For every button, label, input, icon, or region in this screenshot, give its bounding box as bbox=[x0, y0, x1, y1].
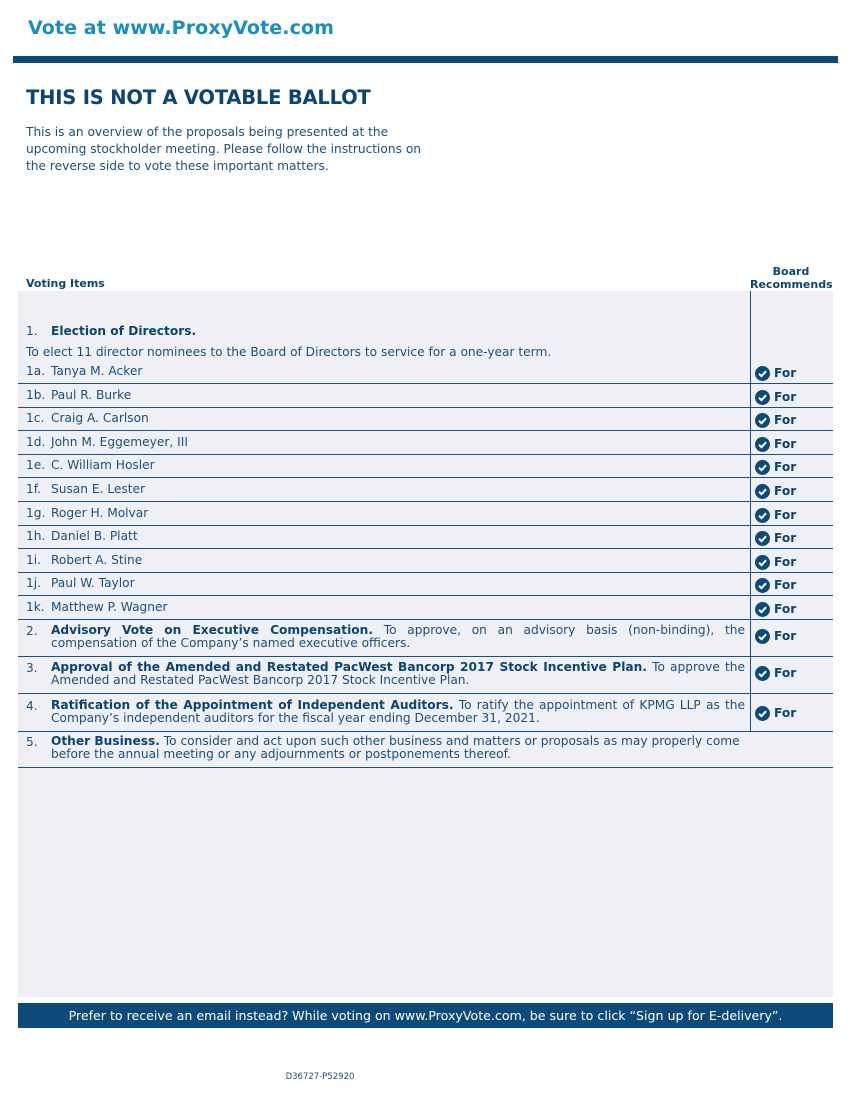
proposal-title: Other Business. bbox=[51, 734, 160, 748]
recommendation-label: For bbox=[774, 555, 797, 569]
nominee-id: 1c. bbox=[26, 411, 45, 425]
check-circle-icon bbox=[755, 666, 770, 681]
document-code: D36727-P52920 bbox=[285, 1072, 355, 1082]
proposal-number: 4. bbox=[26, 699, 38, 713]
nominee-id: 1h. bbox=[26, 529, 46, 543]
board-recommendation bbox=[755, 705, 796, 721]
proposal-text bbox=[51, 624, 745, 650]
check-circle-icon bbox=[755, 366, 770, 381]
proxyvote-link[interactable]: Vote at www.ProxyVote.com bbox=[28, 17, 334, 39]
header-rule bbox=[13, 56, 838, 63]
check-circle-icon bbox=[755, 508, 770, 523]
board-recommendation bbox=[755, 436, 796, 452]
proposal-title: Advisory Vote on Executive Compensation. bbox=[51, 623, 373, 637]
recommendation-label: For bbox=[774, 578, 797, 592]
board-recommendation bbox=[755, 665, 796, 681]
row-divider bbox=[18, 525, 833, 526]
intro-line: the reverse side to vote these important matters. bbox=[26, 159, 329, 173]
recommendation-label: For bbox=[774, 706, 797, 720]
check-circle-icon bbox=[755, 629, 770, 644]
recommendation-label: For bbox=[774, 366, 797, 380]
page-title: THIS IS NOT A VOTABLE BALLOT bbox=[26, 86, 371, 109]
check-circle-icon bbox=[755, 460, 770, 475]
board-recommendation bbox=[755, 507, 796, 523]
voting-items-header: Voting Items bbox=[26, 277, 105, 290]
nominee-name: Craig A. Carlson bbox=[51, 411, 149, 425]
check-circle-icon bbox=[755, 437, 770, 452]
nominee-name: Paul W. Taylor bbox=[51, 576, 135, 590]
check-circle-icon bbox=[755, 413, 770, 428]
board-recommendation bbox=[755, 483, 796, 499]
board-recommendation bbox=[755, 389, 796, 405]
row-divider bbox=[18, 407, 833, 408]
proposal-number: 5. bbox=[26, 735, 38, 749]
nominee-id: 1a. bbox=[26, 364, 46, 378]
row-divider bbox=[18, 595, 833, 596]
recommendation-label: For bbox=[774, 413, 797, 427]
intro-text bbox=[26, 124, 426, 175]
column-divider bbox=[750, 291, 751, 731]
board-recommendation bbox=[755, 628, 796, 644]
recommendation-label: For bbox=[774, 460, 797, 474]
proposal-text bbox=[51, 661, 745, 687]
board-header-line2: Recommends bbox=[750, 278, 833, 291]
row-divider bbox=[18, 572, 833, 573]
proposal-number: 2. bbox=[26, 624, 38, 638]
recommendation-label: For bbox=[774, 437, 797, 451]
recommendation-label: For bbox=[774, 531, 797, 545]
nominee-id: 1j. bbox=[26, 576, 42, 590]
proposal-description: To elect 11 director nominees to the Board of Directors to service for a one-year term. bbox=[26, 345, 552, 359]
proposal-text bbox=[51, 699, 745, 725]
row-divider bbox=[18, 731, 833, 732]
proposal-title: Election of Directors. bbox=[51, 324, 197, 338]
nominee-id: 1e. bbox=[26, 458, 46, 472]
board-recommendation bbox=[755, 412, 796, 428]
intro-line: This is an overview of the proposals being presented at the bbox=[26, 125, 389, 139]
board-recommendation bbox=[755, 577, 796, 593]
proposal-title: Ratification of the Appointment of Independent Auditors. bbox=[51, 698, 454, 712]
board-recommendation bbox=[755, 554, 796, 570]
nominee-name: Daniel B. Platt bbox=[51, 529, 138, 543]
check-circle-icon bbox=[755, 531, 770, 546]
row-divider bbox=[18, 454, 833, 455]
nominee-id: 1i. bbox=[26, 553, 42, 567]
board-recommendation bbox=[755, 365, 796, 381]
check-circle-icon bbox=[755, 390, 770, 405]
nominee-id: 1k. bbox=[26, 600, 45, 614]
nominee-name: John M. Eggemeyer, III bbox=[51, 435, 188, 449]
board-recommendation bbox=[755, 530, 796, 546]
recommendation-label: For bbox=[774, 629, 797, 643]
board-recommendation bbox=[755, 601, 796, 617]
proposal-body: To approve the Amended and Restated PacWest Bancorp 2017 Stock Incentive Plan. bbox=[51, 660, 745, 687]
nominee-name: C. William Hosler bbox=[51, 458, 155, 472]
check-circle-icon bbox=[755, 706, 770, 721]
recommendation-label: For bbox=[774, 484, 797, 498]
check-circle-icon bbox=[755, 578, 770, 593]
row-divider bbox=[18, 430, 833, 431]
row-divider bbox=[18, 477, 833, 478]
nominee-name: Robert A. Stine bbox=[51, 553, 143, 567]
nominee-id: 1f. bbox=[26, 482, 42, 496]
nominee-name: Roger H. Molvar bbox=[51, 506, 149, 520]
board-recommendation bbox=[755, 459, 796, 475]
intro-line: upcoming stockholder meeting. Please follow the instructions on bbox=[26, 142, 422, 156]
row-divider bbox=[18, 548, 833, 549]
check-circle-icon bbox=[755, 484, 770, 499]
proposal-number: 3. bbox=[26, 661, 38, 675]
proposal-title: Approval of the Amended and Restated PacWest Bancorp 2017 Stock Incentive Plan. bbox=[51, 660, 647, 674]
check-circle-icon bbox=[755, 602, 770, 617]
row-divider bbox=[18, 383, 833, 384]
row-divider bbox=[18, 693, 833, 694]
row-divider bbox=[18, 501, 833, 502]
nominee-id: 1g. bbox=[26, 506, 46, 520]
e-delivery-banner: Prefer to receive an email instead? While voting on www.ProxyVote.com, be sure to click “Sign up for E-delivery”. bbox=[18, 1003, 833, 1028]
nominee-name: Susan E. Lester bbox=[51, 482, 146, 496]
proposal-body: To ratify the appointment of KPMG LLP as the Company’s independent auditors for the fiscal year ending December 31, 2021. bbox=[51, 698, 745, 725]
board-header-line1: Board bbox=[772, 265, 810, 278]
nominee-name: Paul R. Burke bbox=[51, 388, 132, 402]
proposal-body: To consider and act upon such other business and matters or proposals as may properly come before the annual meeting or any adjournments or postponements thereof. bbox=[51, 734, 740, 761]
check-circle-icon bbox=[755, 555, 770, 570]
nominee-id: 1b. bbox=[26, 388, 46, 402]
row-divider bbox=[18, 619, 833, 620]
board-recommends-header bbox=[750, 265, 832, 291]
nominee-name: Matthew P. Wagner bbox=[51, 600, 168, 614]
recommendation-label: For bbox=[774, 508, 797, 522]
nominee-id: 1d. bbox=[26, 435, 46, 449]
proposal-text bbox=[51, 735, 751, 761]
proposal-body: To approve, on an advisory basis (non-binding), the compensation of the Company’s named executive officers. bbox=[51, 623, 745, 650]
row-divider bbox=[18, 656, 833, 657]
recommendation-label: For bbox=[774, 390, 797, 404]
row-divider bbox=[18, 767, 833, 768]
recommendation-label: For bbox=[774, 666, 797, 680]
recommendation-label: For bbox=[774, 602, 797, 616]
nominee-name: Tanya M. Acker bbox=[51, 364, 143, 378]
proposal-number: 1. bbox=[26, 324, 38, 338]
